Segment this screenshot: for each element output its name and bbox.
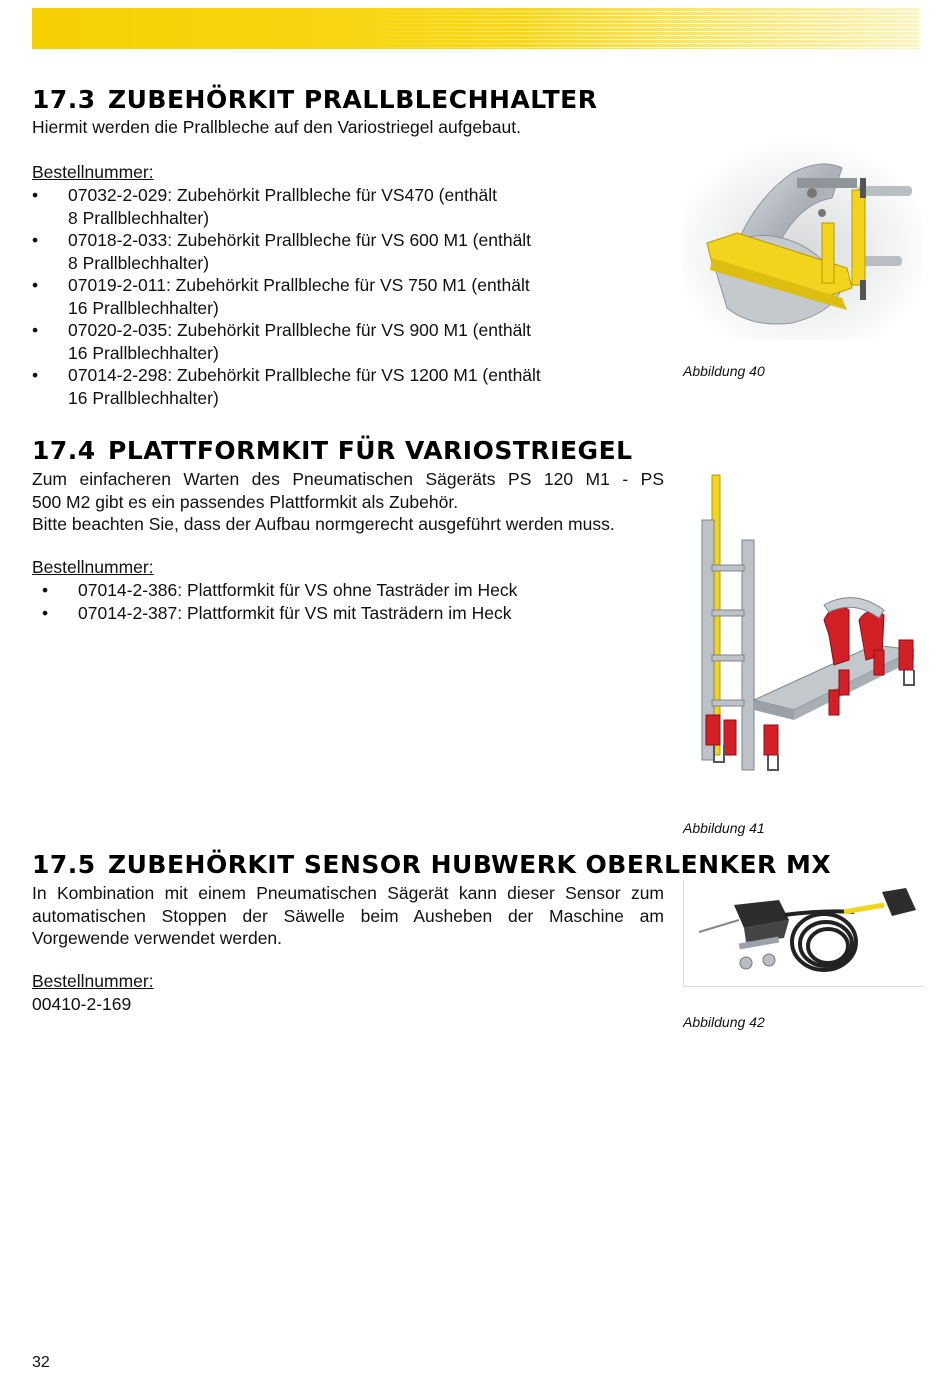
figure-sensor — [683, 880, 924, 987]
order-label: Bestellnummer: — [32, 557, 154, 577]
section-heading-17-4: 17.4 PLATTFORMKIT FÜR VARIOSTRIEGEL — [32, 436, 633, 465]
order-list — [32, 184, 652, 409]
section-heading-17-3: 17.3 ZUBEHÖRKIT PRALLBLECHHALTER — [32, 85, 598, 114]
page-number: 32 — [32, 1354, 50, 1371]
section-intro: In Kombination mit einem Pneumatischen Sägerät kann dieser Sensor zum automatischen Stoppen der Säwelle beim Ausheben der Maschine am Vorgewende verwendet werden. — [32, 883, 664, 948]
order-label: Bestellnummer: — [32, 971, 154, 991]
section-intro: Hiermit werden die Prallbleche auf den Variostriegel aufgebaut. — [32, 117, 521, 137]
list-item: • 07014-2-298: Zubehörkit Prallbleche für VS 1200 M1 (enthält 16 Prallblechhalter) — [32, 365, 541, 408]
list-item: • 07020-2-035: Zubehörkit Prallbleche für VS 900 M1 (enthält 16 Prallblechhalter) — [32, 320, 532, 363]
figure-caption: Abbildung 41 — [683, 820, 765, 836]
figure-prallblechhalter — [682, 138, 922, 340]
order-list — [42, 579, 642, 624]
header-bar — [32, 8, 919, 49]
order-number: 00410-2-169 — [32, 994, 132, 1014]
figure-caption: Abbildung 40 — [683, 363, 765, 379]
section-heading-17-5: 17.5 ZUBEHÖRKIT SENSOR HUBWERK OBERLENKER MX — [32, 850, 832, 879]
figure-caption: Abbildung 42 — [683, 1014, 765, 1030]
figure-plattformkit — [684, 470, 920, 795]
section-intro: Zum einfacheren Warten des Pneumatischen Sägeräts PS 120 M1 - PS 500 M2 gibt es ein passendes Plattformkit als Zubehör. Bitte beachten Sie, dass der Aufbau normgerecht ausgeführt werden muss. — [32, 469, 664, 534]
list-item: • 07014-2-386: Plattformkit für VS ohne Tasträder im Heck — [42, 580, 518, 600]
list-item: • 07014-2-387: Plattformkit für VS mit Tasträdern im Heck — [42, 602, 512, 623]
list-item: • 07018-2-033: Zubehörkit Prallbleche für VS 600 M1 (enthält 8 Prallblechhalter) — [32, 230, 532, 273]
list-item: • 07019-2-011: Zubehörkit Prallbleche für VS 750 M1 (enthält 16 Prallblechhalter) — [32, 275, 530, 318]
order-label: Bestellnummer: — [32, 162, 154, 182]
list-item: • 07032-2-029: Zubehörkit Prallbleche für VS470 (enthält 8 Prallblechhalter) — [32, 185, 498, 228]
